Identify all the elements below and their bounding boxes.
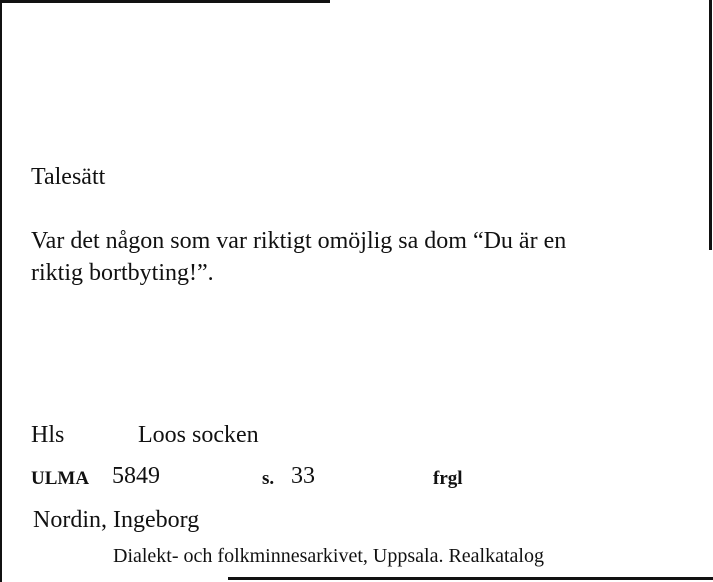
page-number: 33 [291, 463, 315, 489]
card-body-line-1: Var det någon som var riktigt omöjlig sa dom “Du är en [31, 228, 567, 254]
card-border-right [709, 0, 712, 250]
page-label: s. [262, 468, 275, 489]
card-border-top [0, 0, 330, 3]
archive-footer: Dialekt- och folkminnesarkivet, Uppsala. Realkatalog [113, 545, 544, 567]
informant-name: Nordin, Ingeborg [33, 507, 200, 533]
card-border-left [0, 0, 2, 582]
region-code: Hls [31, 422, 65, 448]
card-body-line-2: riktig bortbyting!”. [31, 260, 214, 286]
archive-number: 5849 [112, 463, 160, 489]
archive-label: ULMA [31, 468, 90, 489]
parish-name: Loos socken [138, 422, 259, 448]
card-heading: Talesätt [31, 164, 106, 190]
category-code: frgl [433, 468, 463, 489]
card-border-bottom [228, 577, 713, 580]
